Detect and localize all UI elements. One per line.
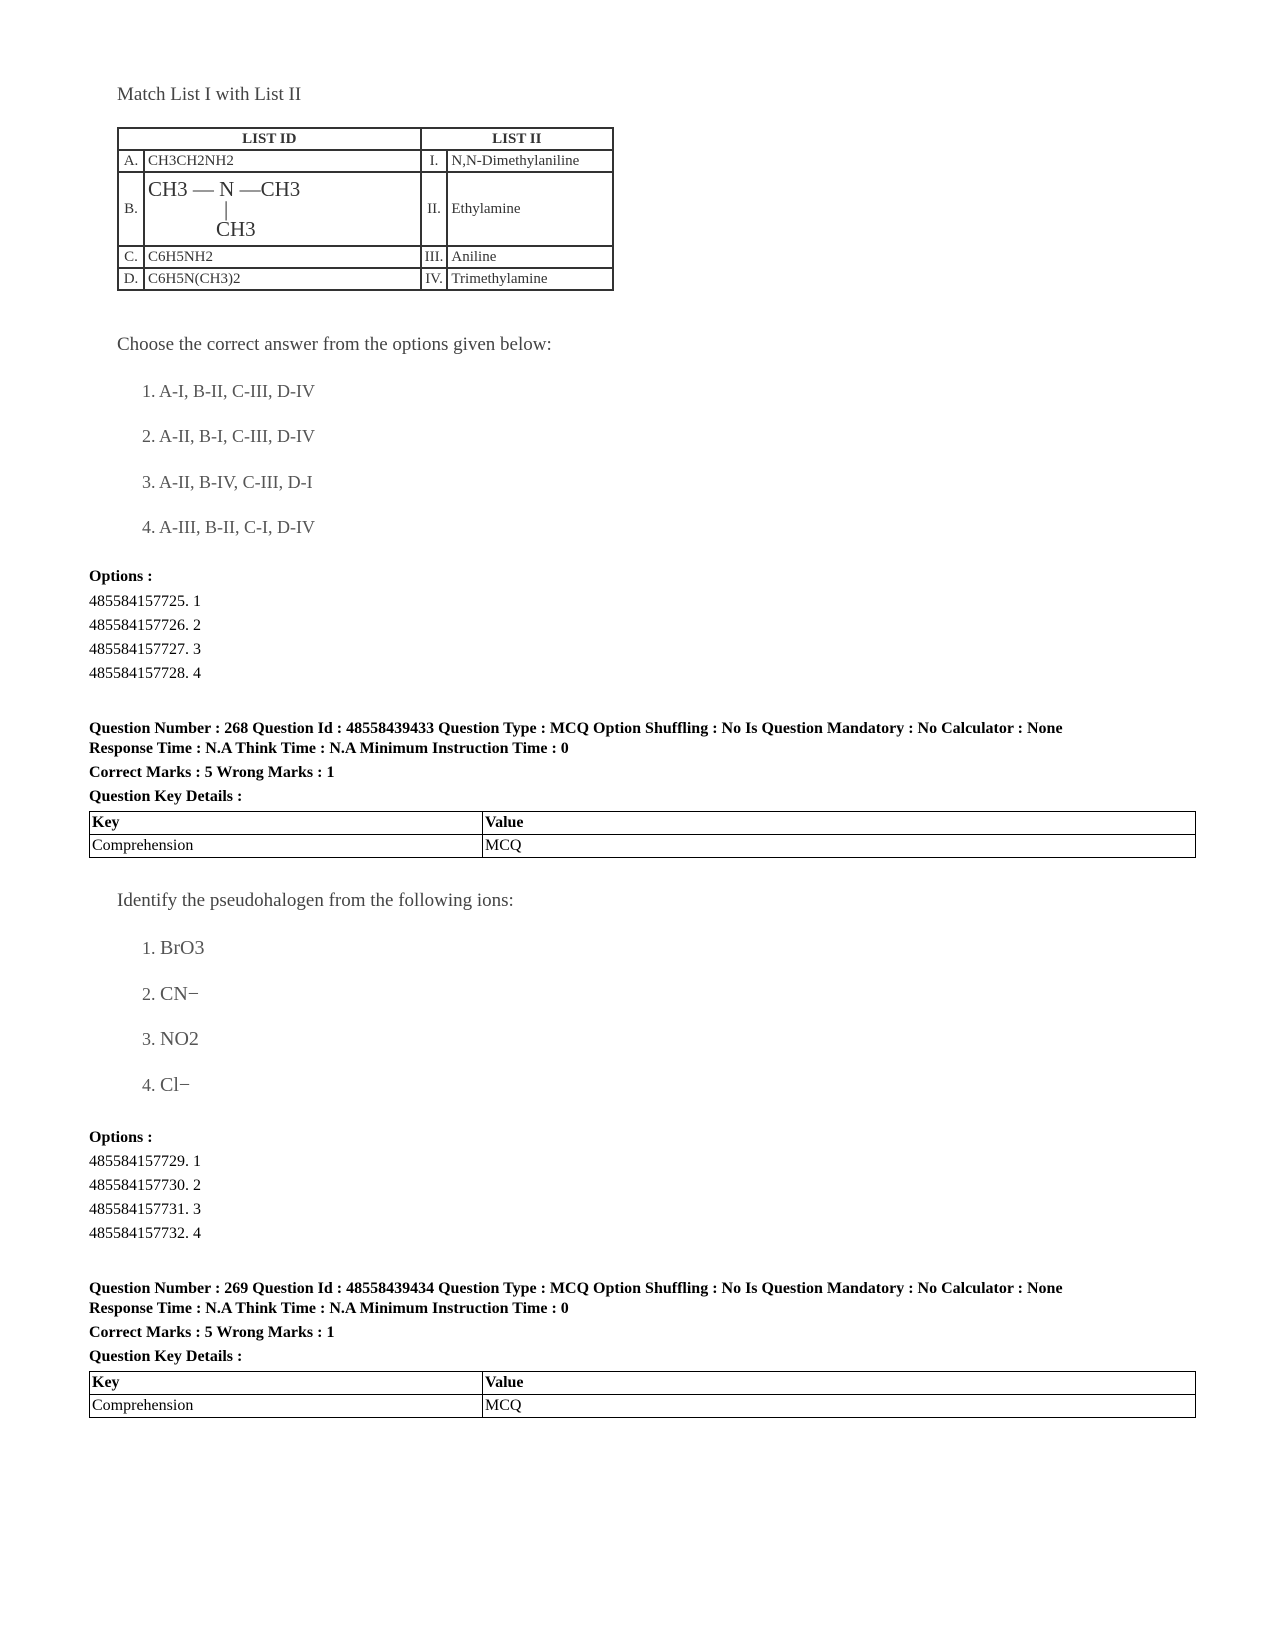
q267-choice-3: 3. A-II, B-IV, C-III, D-I: [142, 472, 313, 492]
q267-option-2: 485584157726. 2: [89, 617, 201, 634]
q268-option-1: 485584157729. 1: [89, 1153, 201, 1170]
choice-formula: BrO3: [160, 937, 205, 959]
choice-formula: NO2: [160, 1028, 199, 1050]
row-ii-num: II.: [421, 172, 448, 246]
structure-line-3: CH3: [216, 217, 256, 241]
q268-meta-line-1: Question Number : 268 Question Id : 48558439433 Question Type : MCQ Option Shuffling : No Is Question Mandatory : No Calculator : None: [89, 720, 1063, 737]
list-2-header: LIST II: [421, 128, 613, 150]
value-cell: MCQ: [483, 835, 1196, 858]
value-header: Value: [483, 1372, 1196, 1395]
row-c-label: C.: [118, 246, 144, 268]
q268-choice-1: [142, 937, 204, 960]
q268-choice-2: [142, 983, 199, 1006]
row-iv-num: IV.: [421, 268, 448, 290]
q267-option-3: 485584157727. 3: [89, 641, 201, 658]
choice-formula: CN−: [160, 983, 200, 1005]
row-d-item: C6H5N(CH3)2: [144, 268, 421, 290]
q269-key-value-table: [89, 1371, 1196, 1418]
q267-option-1: 485584157725. 1: [89, 593, 201, 610]
row-iii-num: III.: [421, 246, 448, 268]
q267-choice-4: 4. A-III, B-II, C-I, D-IV: [142, 517, 315, 537]
q268-option-4: 485584157732. 4: [89, 1225, 201, 1242]
choice-num: 2.: [142, 984, 156, 1004]
q268-meta-line-2: Response Time : N.A Think Time : N.A Minimum Instruction Time : 0: [89, 740, 569, 757]
q269-meta-line-2: Response Time : N.A Think Time : N.A Minimum Instruction Time : 0: [89, 1300, 569, 1317]
row-b-structure: [144, 172, 421, 246]
q267-choice-2: 2. A-II, B-I, C-III, D-IV: [142, 426, 315, 446]
q268-key-details-label: Question Key Details :: [89, 788, 243, 805]
structure-line-1: CH3 — N —CH3: [148, 177, 301, 201]
match-list-table: [117, 127, 614, 291]
structure-line-2: |: [224, 197, 229, 221]
row-c-item: C6H5NH2: [144, 246, 421, 268]
row-d-label: D.: [118, 268, 144, 290]
key-header: Key: [90, 812, 483, 835]
q268-options-label: Options :: [89, 1129, 153, 1146]
row-i-num: I.: [421, 150, 448, 172]
q269-marks: Correct Marks : 5 Wrong Marks : 1: [89, 1324, 335, 1341]
key-cell: Comprehension: [90, 835, 483, 858]
row-a-item: CH3CH2NH2: [144, 150, 421, 172]
row-a-label: A.: [118, 150, 144, 172]
q268-option-3: 485584157731. 3: [89, 1201, 201, 1218]
q267-option-4: 485584157728. 4: [89, 665, 201, 682]
q269-key-details-label: Question Key Details :: [89, 1348, 243, 1365]
row-b-label: B.: [118, 172, 144, 246]
value-header: Value: [483, 812, 1196, 835]
choice-num: 4.: [142, 1075, 156, 1095]
row-i-name: N,N-Dimethylaniline: [447, 150, 613, 172]
choice-formula: Cl−: [160, 1074, 191, 1096]
q268-choice-3: [142, 1028, 199, 1051]
q267-instruction: Choose the correct answer from the options given below:: [117, 334, 552, 355]
q268-choice-4: [142, 1074, 190, 1097]
q267-choice-1: 1. A-I, B-II, C-III, D-IV: [142, 381, 315, 401]
q268-marks: Correct Marks : 5 Wrong Marks : 1: [89, 764, 335, 781]
key-header: Key: [90, 1372, 483, 1395]
row-ii-name: Ethylamine: [447, 172, 613, 246]
choice-num: 1.: [142, 938, 156, 958]
q268-option-2: 485584157730. 2: [89, 1177, 201, 1194]
row-iv-name: Trimethylamine: [447, 268, 613, 290]
q267-prompt: Match List I with List II: [117, 84, 302, 105]
q268-prompt: Identify the pseudohalogen from the following ions:: [117, 890, 514, 911]
value-cell: MCQ: [483, 1395, 1196, 1418]
key-cell: Comprehension: [90, 1395, 483, 1418]
q268-key-value-table: [89, 811, 1196, 858]
q269-meta-line-1: Question Number : 269 Question Id : 48558439434 Question Type : MCQ Option Shuffling : No Is Question Mandatory : No Calculator : None: [89, 1280, 1063, 1297]
q267-options-label: Options :: [89, 568, 153, 585]
choice-num: 3.: [142, 1029, 156, 1049]
row-iii-name: Aniline: [447, 246, 613, 268]
list-1-header: LIST ID: [118, 128, 421, 150]
